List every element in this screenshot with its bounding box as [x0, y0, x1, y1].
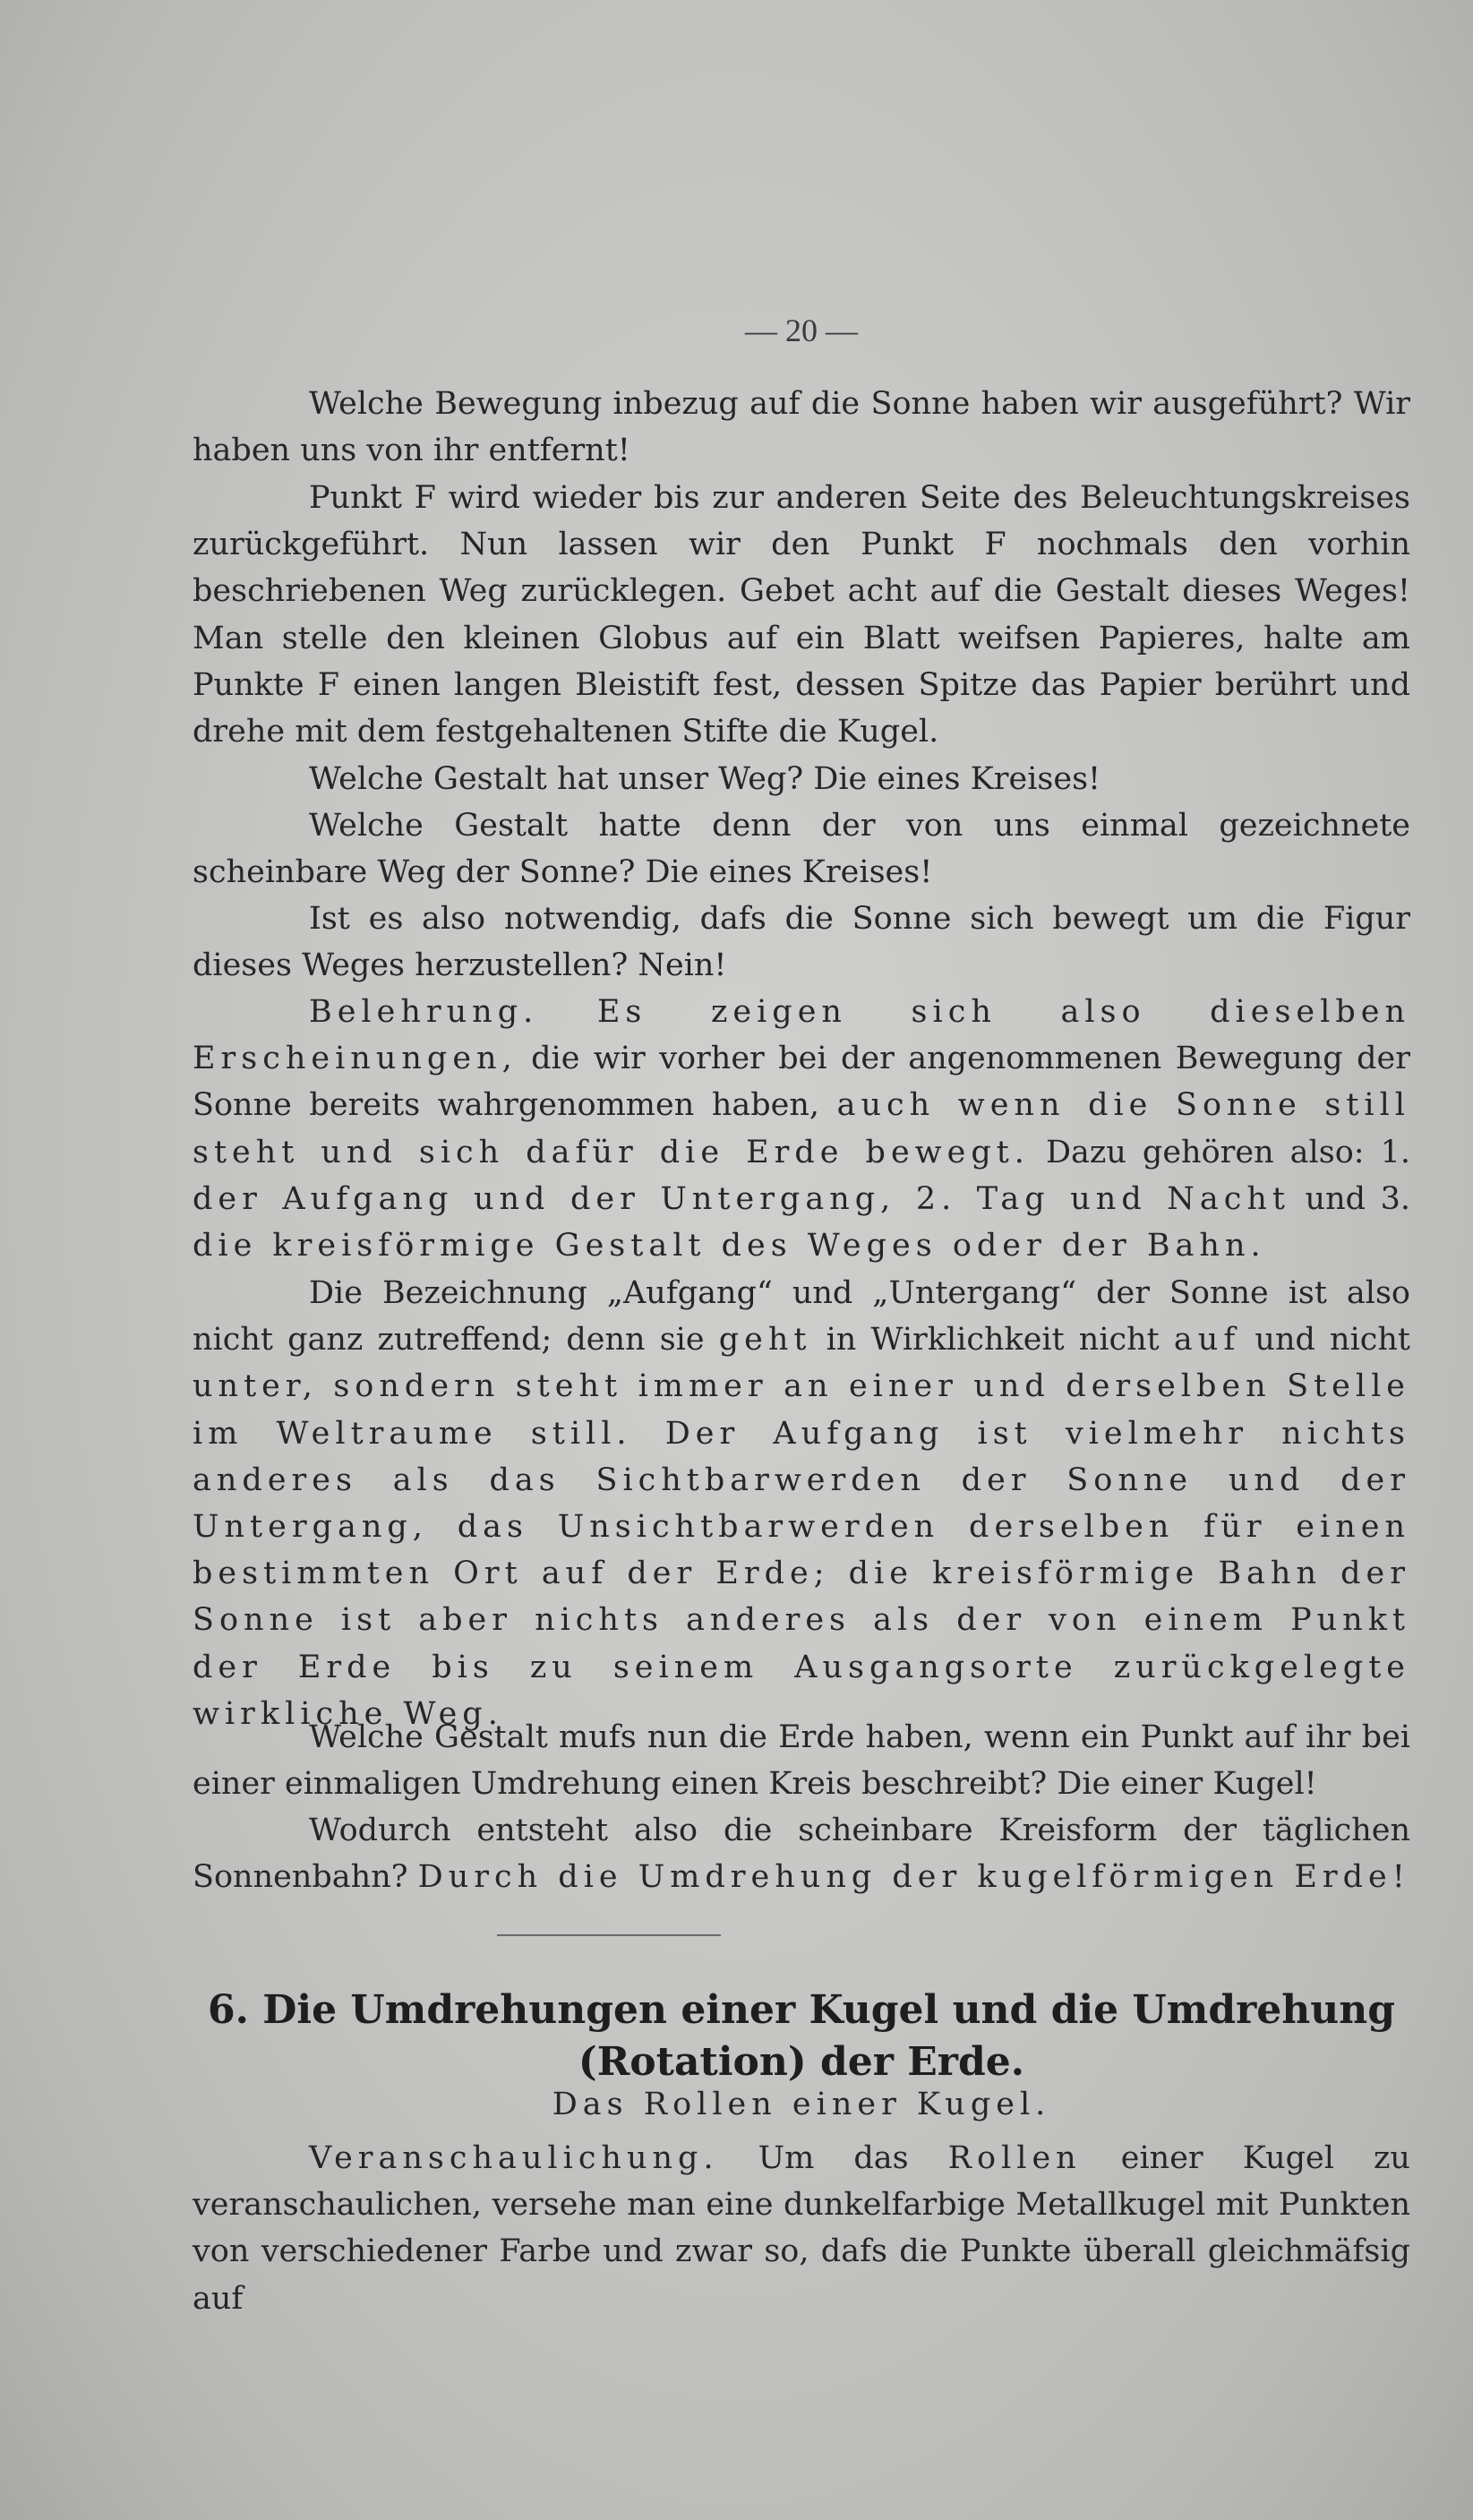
spaced-text: geht — [718, 1322, 812, 1359]
paragraph — [193, 756, 1410, 802]
paragraph — [193, 381, 1410, 474]
belehrung-paragraph — [193, 989, 1410, 1269]
spaced-text: unter, sondern steht immer an einer und derselben Stelle im Weltraume still. Der Aufgang ist vielmehr nichts anderes als das Sichtbarwerden der Sonne und der Untergang, das Unsichtbarwerden derselben für einen bestimmten Ort auf der Erde; die kreisförmige Bahn der Sonne ist aber nichts anderes als der von einem Punkt der Erde bis zu seinem Ausgangsorte zurückgelegte wirkliche Weg. — [193, 1368, 1410, 1732]
spaced-text: der Aufgang und der Untergang, 2. Tag und Nacht — [193, 1180, 1290, 1217]
page-number: — 20 — — [745, 313, 858, 348]
paragraph-text: Wodurch entsteht also die scheinbare Kreisform der täglichen Sonnenbahn? — [193, 1813, 1410, 1896]
paragraph-text: Welche Gestalt hatte denn der von uns einmal gezeichnete scheinbare Weg der Sonne? Die eines Kreises! — [193, 808, 1410, 891]
paragraph-text: Um das — [758, 2140, 909, 2176]
paragraph-text: und nicht — [1255, 1322, 1410, 1359]
veranschaulichung-paragraph — [193, 2135, 1410, 2322]
paragraph-text: die wir vorher bei der angenommenen Bewegung der Sonne bereits wahrgenommen haben, — [193, 1041, 1410, 1124]
bezeichnung-paragraph — [193, 1270, 1410, 1737]
veranschaulichung-label: Veranschaulichung. — [309, 2140, 719, 2176]
section-subheading: Das Rollen einer Kugel. — [552, 2087, 1051, 2122]
paragraph-text: Welche Bewegung inbezug auf die Sonne haben wir ausgeführt? Wir haben uns von ihr entfernt! — [193, 386, 1410, 469]
paragraph-text: Welche Gestalt mufs nun die Erde haben, wenn ein Punkt auf ihr bei einer einmaligen Umdrehung einen Kreis beschreibt? Die einer Kugel! — [193, 1719, 1410, 1803]
paragraph-text: in Wirklichkeit nicht — [826, 1322, 1160, 1359]
section-heading-line: (Rotation) der Erde. — [578, 2039, 1025, 2085]
section-heading-line: 6. Die Umdrehungen einer Kugel und die Umdrehung — [207, 1987, 1396, 2033]
spaced-text: auf — [1173, 1322, 1241, 1359]
spaced-text: die kreisförmige Gestalt des Weges oder der Bahn. — [193, 1228, 1266, 1264]
paragraph-text: Punkt F wird wieder bis zur anderen Seite des Beleuchtungskreises zurückgeführt. Nun lassen wir den Punkt F nochmals den vorhin beschriebenen Weg zurücklegen. Gebet acht auf die Gestalt dieses Weges! Man stelle den kleinen Globus auf ein Blatt weifsen Papieres, halte am Punkte F einen langen Bleistift fest, dessen Spitze das Papier berührt und drehe mit dem festgehaltenen Stifte die Kugel. — [193, 480, 1410, 750]
spaced-text: Rollen — [947, 2140, 1082, 2176]
paragraph-text: und 3. — [1305, 1180, 1410, 1217]
wodurch-paragraph — [193, 1807, 1410, 1900]
paragraph-text: Die Bezeichnung „Aufgang“ und „Untergang“ der Sonne ist also nicht ganz zutreffend; denn sie — [193, 1275, 1410, 1359]
paragraph-text: Ist es also notwendig, dafs die Sonne sich bewegt um die Figur dieses Weges herzustellen? Nein! — [193, 901, 1410, 984]
belehrung-label: Belehrung. — [309, 994, 539, 1030]
section-divider — [497, 1934, 721, 1936]
paragraph-text: Welche Gestalt hat unser Weg? Die eines Kreises! — [309, 761, 1101, 797]
paragraph-text: Dazu gehören also: 1. — [1045, 1134, 1410, 1170]
section-heading — [193, 1984, 1410, 2088]
spaced-text: auch wenn die Sonne still steht und sich dafür die Erde bewegt. — [193, 1087, 1410, 1170]
paragraph-text: einer Kugel zu veranschaulichen, versehe man eine dunkelfarbige Metallkugel mit Punkten von verschiedener Farbe und zwar so, dafs die Punkte überall gleichmäfsig auf — [193, 2140, 1410, 2317]
paragraph — [193, 802, 1410, 896]
spaced-text: Durch die Umdrehung der kugelförmigen Erde! — [417, 1859, 1410, 1896]
spaced-text: Es zeigen sich also dieselben Erscheinungen, — [193, 994, 1410, 1077]
paragraph — [193, 896, 1410, 989]
paragraph — [193, 475, 1410, 755]
paragraph — [193, 1714, 1410, 1807]
